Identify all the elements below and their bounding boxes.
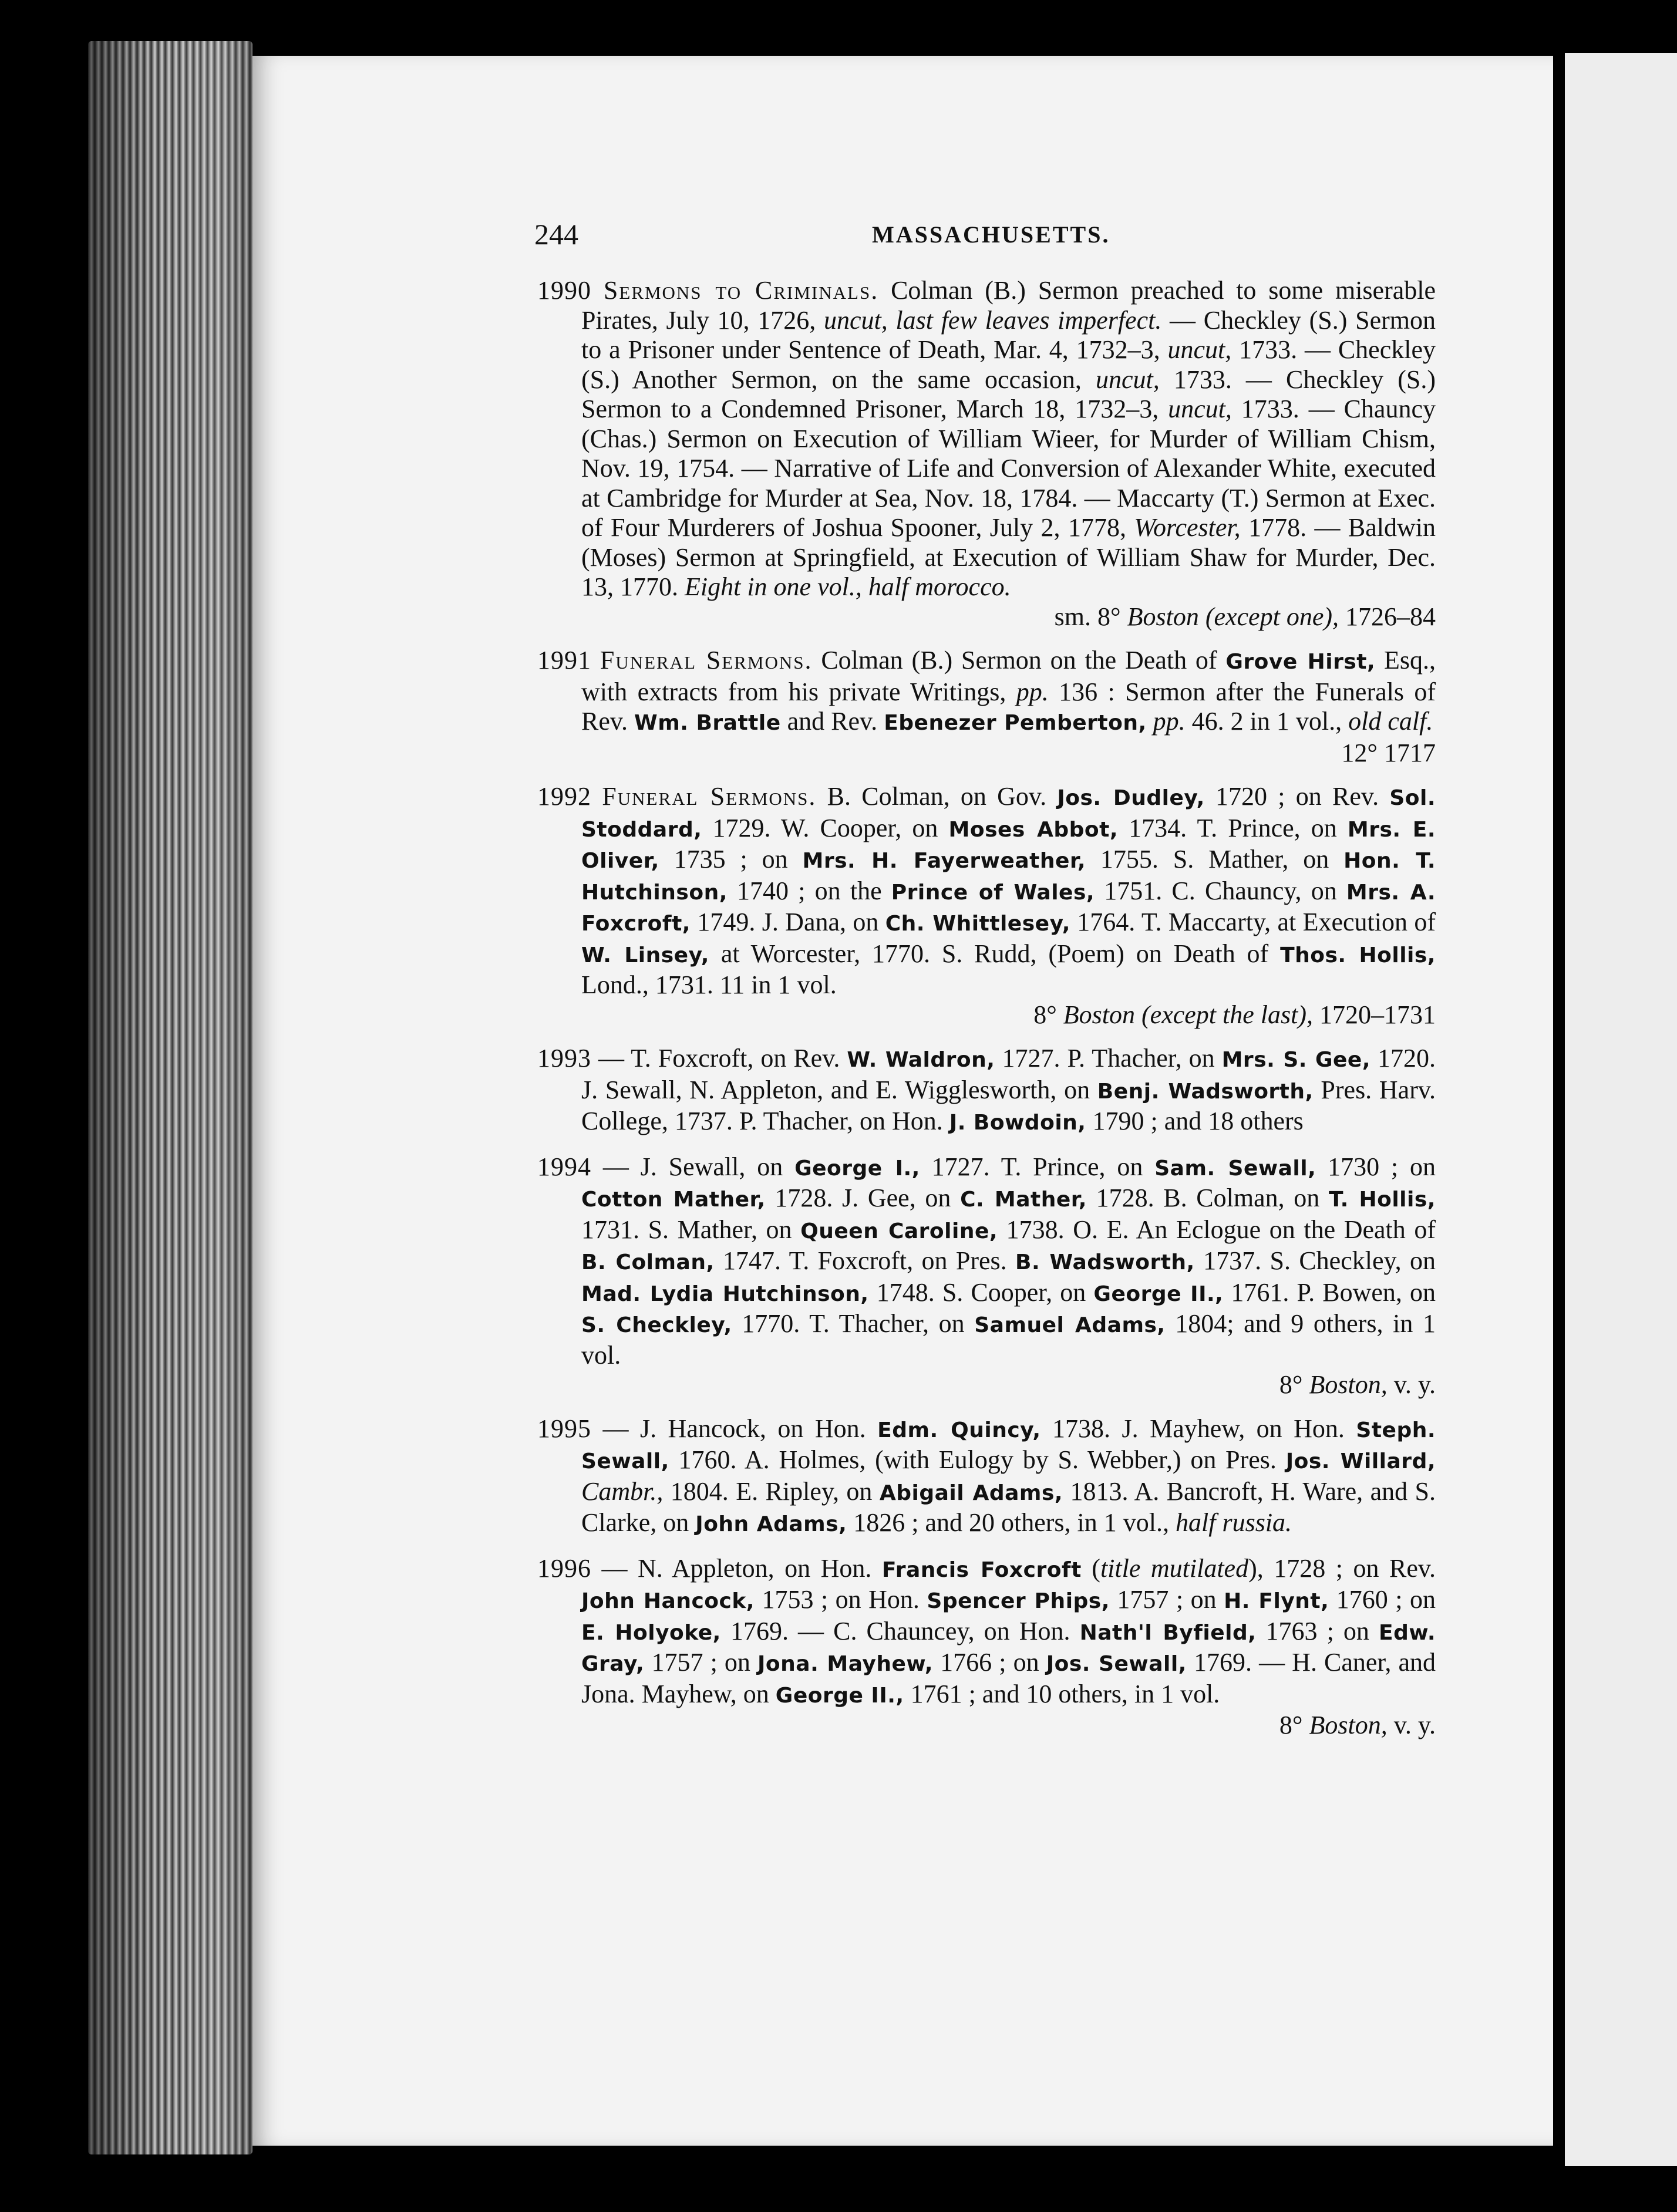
entry-text: Esq., with extracts from his private Writings, <box>581 646 1436 706</box>
catalogue-entry-1991 <box>537 646 1436 768</box>
imprint-part: 8° <box>1279 1370 1309 1399</box>
entry-text: 1763 ; on <box>1256 1616 1379 1645</box>
bold-name: Ebenezer Pemberton, <box>884 711 1147 735</box>
entry-text: 1747. T. Foxcroft, on Pres. <box>714 1246 1016 1275</box>
entry-text: 1730 ; on <box>1316 1152 1436 1181</box>
entry-text: 1769. — H. Caner, and Jona. Mayhew, on <box>581 1648 1436 1708</box>
bold-name: C. Mather, <box>960 1188 1087 1212</box>
italic-note: half russia. <box>1176 1508 1292 1537</box>
bold-name: Francis Foxcroft <box>881 1557 1082 1582</box>
entry-text: 46. 2 in 1 vol., <box>1185 707 1349 736</box>
entry-text: ( <box>1081 1553 1100 1583</box>
entry-text <box>1147 707 1153 736</box>
entry-text: 1757 ; on <box>1109 1585 1224 1614</box>
catalogue-entries <box>537 276 1436 1755</box>
imprint-part: 8° <box>1279 1711 1309 1739</box>
bold-name: Hon. T. Hutchinson, <box>581 849 1436 905</box>
catalogue-entry-1996 <box>537 1554 1436 1741</box>
imprint-part: Boston, <box>1309 1370 1388 1399</box>
entry-text: at Worcester, 1770. S. Rudd, (Poem) on Death of <box>709 939 1281 968</box>
entry-number: 1996 <box>537 1553 591 1583</box>
entry-text: 1738. O. E. An Eclogue on the Death of <box>998 1215 1436 1244</box>
entry-imprint <box>581 739 1436 768</box>
page-header <box>534 217 1450 258</box>
entry-text: — T. Foxcroft, on Rev. <box>598 1044 847 1073</box>
facing-page-edge <box>1565 53 1677 2166</box>
entry-number: 1995 <box>537 1414 591 1443</box>
bold-name: Benj. Wadsworth, <box>1097 1079 1314 1104</box>
entry-number: 1992 <box>537 782 591 811</box>
entry-text: 1733. — Checkley (S.) Sermon to a Condemned Prisoner, March 18, 1732–3, <box>581 365 1436 423</box>
imprint-part: v. y. <box>1387 1711 1436 1739</box>
entry-text: Pres. Harv. College, 1737. P. Thacher, on Hon. <box>581 1075 1436 1135</box>
entry-imprint <box>581 1370 1436 1400</box>
entry-text: Lond., 1731. 11 in 1 vol. <box>581 970 837 999</box>
bold-name: Mad. Lydia Hutchinson, <box>581 1282 869 1306</box>
entry-text: 1728. B. Colman, on <box>1086 1183 1329 1212</box>
italic-note: pp. <box>1153 707 1186 736</box>
bold-name: Edw. Gray, <box>581 1620 1436 1676</box>
bold-name: T. Hollis, <box>1329 1188 1436 1212</box>
bold-name: W. Waldron, <box>847 1048 995 1072</box>
entry-text: 1757 ; on <box>644 1648 758 1677</box>
entry-text: 1733. — Chauncy (Chas.) Sermon on Execution of William Wieer, for Murder of William Chism, Nov. 19, 1754. — Narrative of Life and Conversion of Alexander White, executed at Cambridge for Murder at Sea, Nov. 18, 1784. — Maccarty (T.) Sermon at Exec. of Four Murderers of Joshua Spooner, July 2, 1778, <box>581 394 1436 542</box>
imprint-part: 12° 1717 <box>1341 738 1436 767</box>
italic-note: pp. <box>1016 677 1049 706</box>
imprint-part: v. y. <box>1387 1370 1436 1399</box>
entry-text: 1778. — Baldwin (Moses) Sermon at Springfield, at Execution of William Shaw for Murder, Dec. 13, 1770. <box>581 513 1436 601</box>
bold-name: B. Wadsworth, <box>1015 1250 1195 1274</box>
entry-text: 1720 ; on Rev. <box>1204 782 1390 811</box>
italic-note: Eight in one vol., half morocco. <box>685 572 1011 601</box>
entry-text: 1738. J. Mayhew, on Hon. <box>1040 1414 1356 1443</box>
bold-name: E. Holyoke, <box>581 1620 721 1645</box>
bold-name: Steph. Sewall, <box>581 1418 1436 1473</box>
entry-text: 1749. J. Dana, on <box>690 908 885 936</box>
imprint-part: 1720–1731 <box>1313 1000 1436 1029</box>
entry-text: 1728. J. Gee, on <box>765 1183 961 1212</box>
bold-name: Jona. Mayhew, <box>757 1652 934 1676</box>
bold-name: Samuel Adams, <box>974 1313 1166 1337</box>
entry-text: 1790 ; and 18 others <box>1086 1107 1304 1135</box>
bold-name: Thos. Hollis, <box>1280 943 1436 967</box>
bold-name: Abigail Adams, <box>879 1481 1063 1505</box>
entry-text: 1804; and 9 others, in 1 vol. <box>581 1309 1436 1370</box>
entry-text: 1735 ; on <box>659 845 803 874</box>
entry-text: 1760 ; on <box>1329 1585 1436 1614</box>
entry-imprint <box>581 602 1436 632</box>
entry-text: — J. Sewall, on <box>602 1152 795 1181</box>
entry-number: 1993 <box>537 1044 591 1073</box>
bold-name: W. Linsey, <box>581 943 709 967</box>
bold-name: Mrs. A. Foxcroft, <box>581 880 1436 936</box>
entry-text: 1740 ; on the <box>727 876 891 905</box>
imprint-part: 1726–84 <box>1339 602 1436 631</box>
entry-text: 1729. W. Cooper, on <box>702 813 949 842</box>
bold-name: Edm. Quincy, <box>877 1418 1041 1442</box>
imprint-part: Boston, <box>1309 1711 1388 1739</box>
entry-text: ), 1728 ; on Rev. <box>1248 1553 1436 1583</box>
bold-name: Mrs. S. Gee, <box>1221 1048 1371 1072</box>
bold-name: Spencer Phips, <box>927 1589 1110 1613</box>
italic-note: old calf. <box>1348 707 1433 736</box>
entry-text: 1813. A. Bancroft, H. Ware, and S. Clarke, on <box>581 1476 1436 1537</box>
bold-name: J. Bowdoin, <box>949 1111 1086 1135</box>
bold-name: Sol. Stoddard, <box>581 786 1436 842</box>
bold-name: Jos. Dudley, <box>1057 786 1205 810</box>
bold-name: George II., <box>1093 1282 1224 1306</box>
imprint-part: Boston (except one), <box>1127 602 1339 631</box>
bold-name: John Adams, <box>695 1512 847 1536</box>
entry-text: B. Colman, on Gov. <box>816 782 1058 811</box>
entry-text: 136 : Sermon after the Funerals of Rev. <box>581 677 1436 736</box>
bold-name: Cotton Mather, <box>581 1188 766 1212</box>
entry-text: 1761. P. Bowen, on <box>1223 1277 1436 1307</box>
bold-name: Prince of Wales, <box>891 880 1095 905</box>
italic-note: uncut, <box>1167 335 1232 364</box>
entry-text: 1734. T. Prince, on <box>1118 813 1348 842</box>
italic-note: uncut, <box>1168 394 1232 423</box>
book-page-edges <box>88 41 252 2154</box>
entry-text: Colman (B.) Sermon on the Death of <box>812 646 1226 675</box>
bold-name: Nath'l Byfield, <box>1079 1620 1257 1645</box>
entry-text: 1769. — C. Chauncey, on Hon. <box>720 1616 1080 1645</box>
bold-name: Jos. Willard, <box>1285 1449 1436 1473</box>
catalogue-entry-1992 <box>537 782 1436 1030</box>
imprint-part: Boston (except the last), <box>1063 1000 1313 1029</box>
imprint-part: 8° <box>1033 1000 1063 1029</box>
catalogue-entry-1994 <box>537 1152 1436 1400</box>
entry-number: 1990 <box>537 276 591 305</box>
entry-text: 1770. T. Thacher, on <box>732 1309 975 1338</box>
entry-text: 1733. — Checkley (S.) Another Sermon, on the same occasion, <box>581 335 1436 394</box>
italic-note: title mutilated <box>1100 1553 1249 1583</box>
entry-text: 1766 ; on <box>933 1648 1046 1677</box>
catalogue-entry-1990 <box>537 276 1436 632</box>
italic-note: uncut, <box>1096 365 1160 394</box>
bold-name: B. Colman, <box>581 1250 715 1274</box>
entry-imprint <box>581 1000 1436 1030</box>
bold-name: George I., <box>794 1156 920 1181</box>
catalogue-entry-1993 <box>537 1044 1436 1138</box>
bold-name: Grove Hirst, <box>1225 650 1376 674</box>
entry-text: 1753 ; on Hon. <box>754 1585 927 1614</box>
italic-note: uncut, last few leaves imperfect. <box>823 305 1162 335</box>
catalogue-entry-1995 <box>537 1414 1436 1540</box>
bold-name: Jos. Sewall, <box>1046 1652 1187 1676</box>
entry-text: 1761 ; and 10 others, in 1 vol. <box>904 1679 1220 1708</box>
bold-name: H. Flynt, <box>1224 1589 1329 1613</box>
entry-text: 1731. S. Mather, on <box>581 1215 801 1244</box>
entry-text: 1727. T. Prince, on <box>920 1152 1155 1181</box>
entry-text: 1755. S. Mather, on <box>1086 845 1344 874</box>
bold-name: Ch. Whittlesey, <box>885 912 1070 936</box>
entry-text: 1826 ; and 20 others, in 1 vol., <box>847 1508 1176 1537</box>
entry-heading: Funeral Sermons. <box>602 782 817 811</box>
bold-name: Mrs. H. Fayerweather, <box>802 849 1086 873</box>
bold-name: John Hancock, <box>581 1589 755 1613</box>
entry-text: 1727. P. Thacher, on <box>995 1044 1222 1073</box>
entry-imprint <box>581 1711 1436 1741</box>
entry-text: 1737. S. Checkley, on <box>1194 1246 1436 1275</box>
entry-text: — J. Hancock, on Hon. <box>602 1414 878 1443</box>
entry-text: 1760. A. Holmes, (with Eulogy by S. Webber,) on Pres. <box>669 1445 1286 1474</box>
bold-name: George II., <box>775 1683 904 1708</box>
italic-note: Worcester, <box>1134 513 1241 542</box>
entry-number: 1991 <box>537 646 591 675</box>
entry-text: Colman (B.) Sermon preached to some miserable Pirates, July 10, 1726, <box>581 276 1436 335</box>
bold-name: Wm. Brattle <box>634 711 781 735</box>
entry-text: 1720. J. Sewall, N. Appleton, and E. Wigglesworth, on <box>581 1044 1436 1104</box>
bold-name: Queen Caroline, <box>800 1219 998 1243</box>
page-number: 244 <box>534 218 578 251</box>
entry-text: 1748. S. Cooper, on <box>868 1277 1094 1307</box>
entry-text: 1764. T. Maccarty, at Execution of <box>1070 908 1436 936</box>
bold-name: Mrs. E. Oliver, <box>581 817 1436 873</box>
entry-text: 1804. E. Ripley, on <box>663 1476 880 1506</box>
bold-name: Moses Abbot, <box>948 817 1119 842</box>
running-head: MASSACHUSETTS. <box>872 221 1110 248</box>
imprint-part: sm. 8° <box>1054 602 1127 631</box>
entry-text: 1751. C. Chauncy, on <box>1095 876 1346 905</box>
bold-name: S. Checkley, <box>581 1313 732 1337</box>
bold-name: Sam. Sewall, <box>1154 1156 1316 1181</box>
entry-text: — N. Appleton, on Hon. <box>601 1553 882 1583</box>
entry-text: — Checkley (S.) Sermon to a Prisoner under Sentence of Death, Mar. 4, 1732–3, <box>581 305 1436 364</box>
italic-note: Cambr., <box>581 1476 664 1506</box>
entry-heading: Funeral Sermons. <box>600 646 813 675</box>
entry-heading: Sermons to Criminals. <box>603 276 879 305</box>
entry-text: and Rev. <box>780 707 884 736</box>
entry-number: 1994 <box>537 1152 591 1181</box>
